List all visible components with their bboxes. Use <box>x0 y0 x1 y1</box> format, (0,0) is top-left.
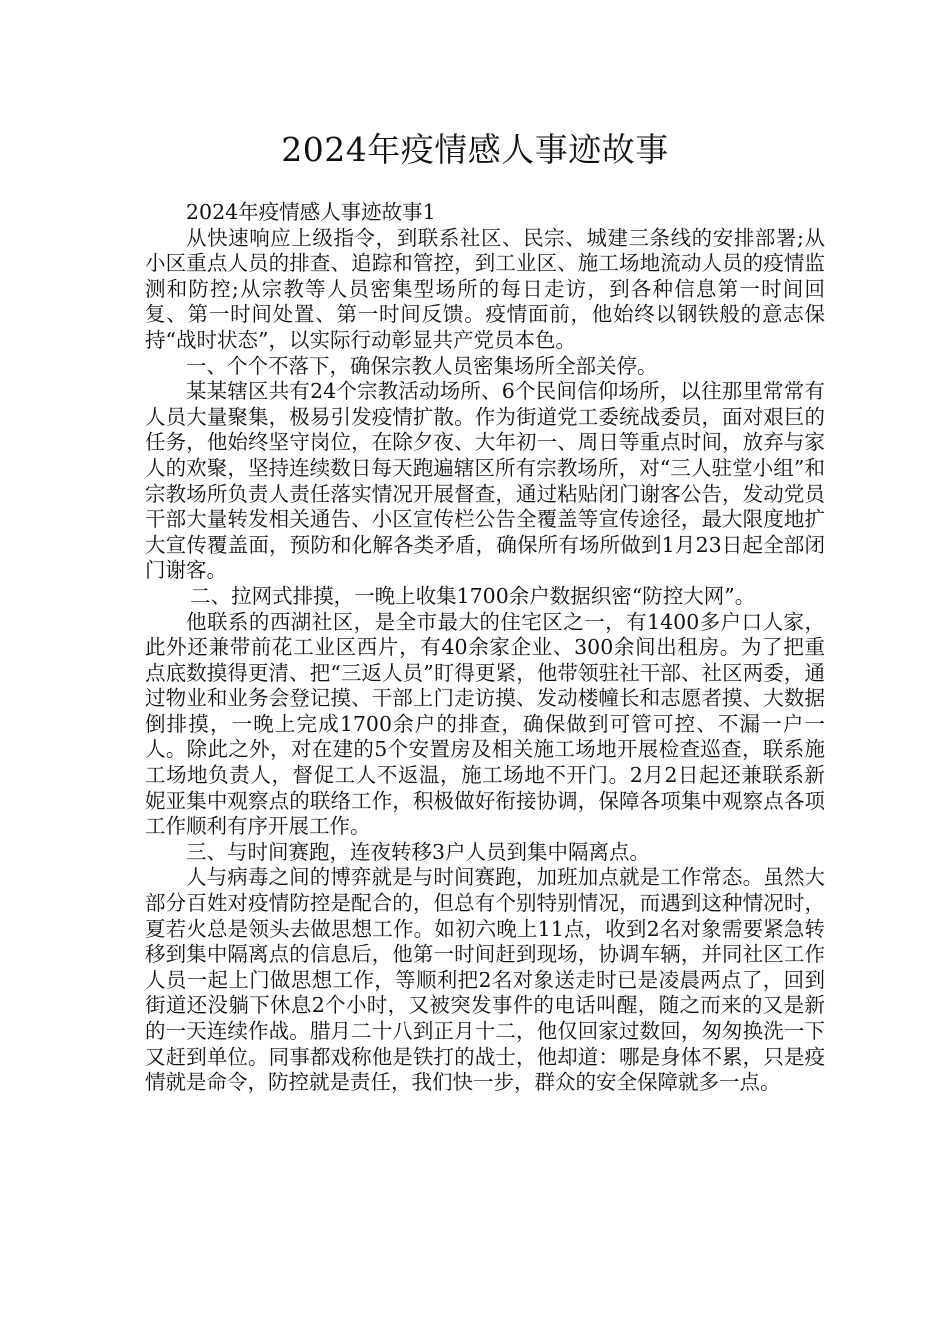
section-body-1: 某某辖区共有24个宗教活动场所、6个民间信仰场所，以往那里常常有人员大量聚集，极易引发疫情扩散。作为街道党工委统战委员，面对艰巨的任务，他始终坚守岗位，在除夕夜、大年初一、周日等重点时间，放弃与家人的欢聚，坚持连续数日每天跑遍辖区所有宗教场所，对“三人驻堂小组”和宗教场所负责人责任落实情况开展督查，通过粘贴闭门谢客公告，发动党员干部大量转发相关通告、小区宣传栏公告全覆盖等宣传途径，最大限度地扩大宣传覆盖面，预防和化解各类矛盾，确保所有场所做到1月23日起全部闭门谢客。 <box>145 379 825 583</box>
intro-paragraph: 从快速响应上级指令，到联系社区、民宗、城建三条线的安排部署;从小区重点人员的排查、追踪和管控，到工业区、施工场地流动人员的疫情监测和防控;从宗教等人员密集型场所的每日走访，到各种信息第一时间回复、第一时间处置、第一时间反馈。疫情面前，他始终以钢铁般的意志保持“战时状态”，以实际行动彰显共产党员本色。 <box>145 225 825 352</box>
section-heading-2: 二、拉网式排摸，一晚上收集1700余户数据织密“防控大网”。 <box>190 583 756 608</box>
document-title: 2024年疫情感人事迹故事 <box>281 130 669 169</box>
section-heading-3: 三、与时间赛跑，连夜转移3户人员到集中隔离点。 <box>186 839 651 864</box>
section-heading-1: 一、个个不落下，确保宗教人员密集场所全部关停。 <box>186 353 658 378</box>
story-subtitle: 2024年疫情感人事迹故事1 <box>186 200 436 224</box>
document-body <box>145 200 825 1096</box>
section-body-3: 人与病毒之间的博弈就是与时间赛跑，加班加点就是工作常态。虽然大部分百姓对疫情防控是配合的，但总有个别特别情况，而遇到这种情况时，夏若火总是领头去做思想工作。如初六晚上11点，收到2名对象需要紧急转移到集中隔离点的信息后，他第一时间赶到现场，协调车辆，并同社区工作人员一起上门做思想工作，等顺利把2名对象送走时已是凌晨两点了，回到街道还没躺下休息2个小时，又被突发事件的电话叫醒，随之而来的又是新的一天连续作战。腊月二十八到正月十二，他仅回家过数回，匆匆换洗一下又赶到单位。同事都戏称他是铁打的战士，他却道：哪是身体不累，只是疫情就是命令，防控就是责任，我们快一步，群众的安全保障就多一点。 <box>145 865 825 1095</box>
section-body-2: 他联系的西湖社区，是全市最大的住宅区之一，有1400多户口人家，此外还兼带前花工业区西片，有40余家企业、300余间出租房。为了把重点底数摸得更清、把“三返人员”盯得更紧，他带领驻社干部、社区两委，通过物业和业务会登记摸、干部上门走访摸、发动楼幢长和志愿者摸、大数据倒排摸，一晚上完成1700余户的排查，确保做到可管可控、不漏一户一人。除此之外，对在建的5个安置房及相关施工场地开展检查巡查，联系施工场地负责人，督促工人不返温，施工场地不开门。2月2日起还兼联系新妮亚集中观察点的联络工作，积极做好衔接协调，保障各项集中观察点各项工作顺利有序开展工作。 <box>145 609 825 839</box>
